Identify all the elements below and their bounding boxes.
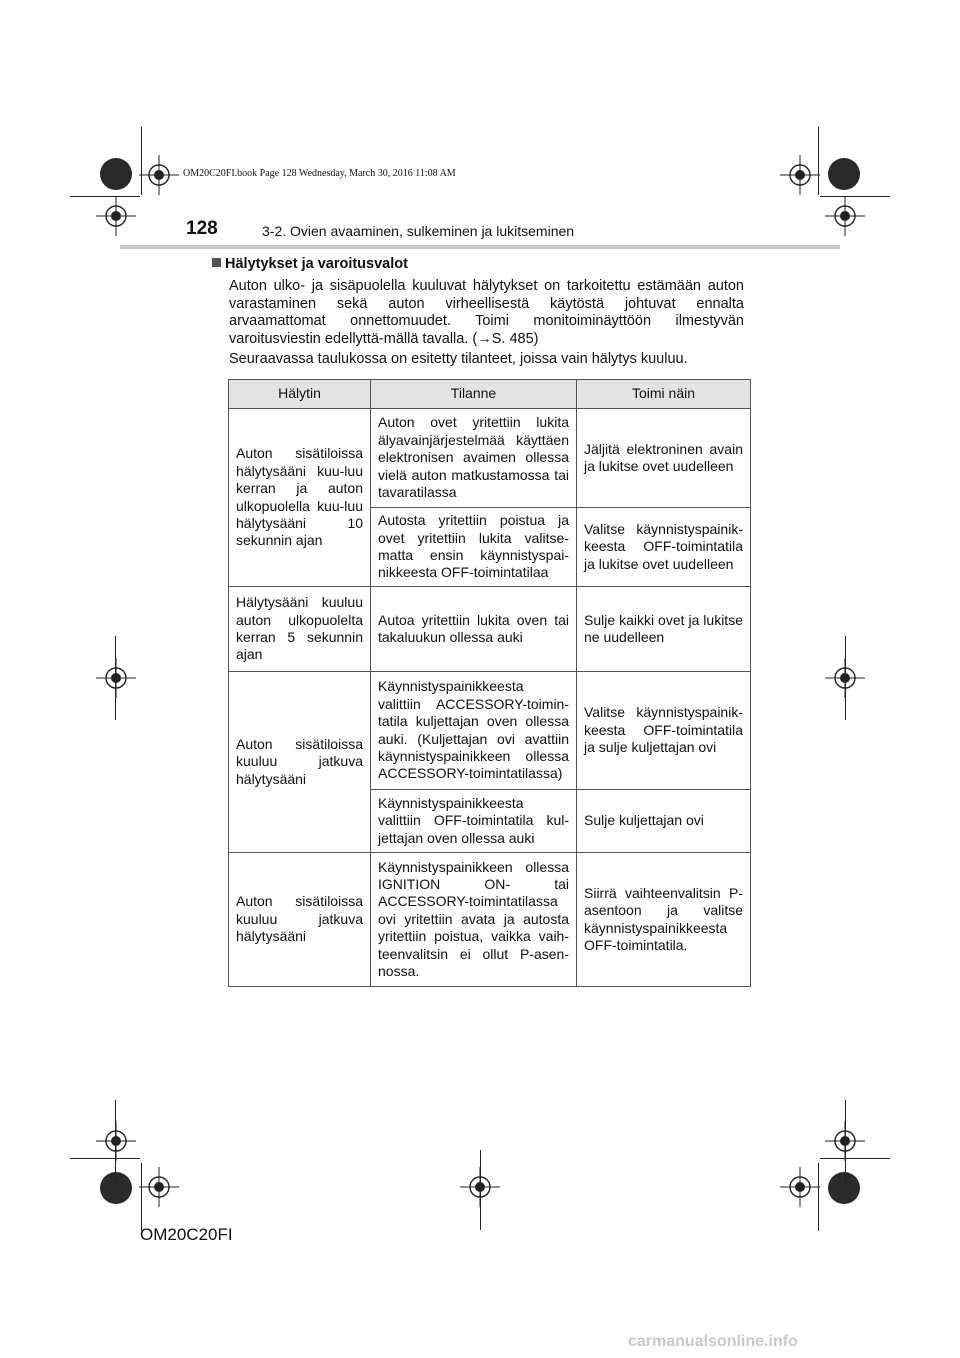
situation-cell: Auton ovet yritettiin lukita älyavainjärjestelmää käyttäen elektronisen avaimen ollessa vielä auton matkustamossa tai tavaratilassa (371, 409, 577, 508)
action-cell: Valitse käynnistyspainik-keesta OFF-toimintatila ja sulje kuljettajan ovi (577, 672, 751, 790)
header-alarm: Hälytin (229, 380, 371, 409)
document-code: OM20C20FI (140, 1225, 233, 1244)
action-cell: Sulje kuljettajan ovi (577, 790, 751, 853)
crosshair-icon (96, 1121, 136, 1161)
section-heading-text: Hälytykset ja varoitusvalot (225, 256, 408, 272)
table-row (229, 409, 751, 508)
registration-disc-icon (827, 157, 861, 191)
alarm-cell: Auton sisätiloissa kuuluu jatkuva hälytysääni (229, 853, 371, 987)
action-cell: Valitse käynnistyspainik-keesta OFF-toimintatila ja lukitse ovet uudelleen (577, 508, 751, 587)
intro-paragraph: Auton ulko- ja sisäpuolella kuuluvat hälytykset on tarkoitettu estämään auton varastaminen sekä auton virheellisestä käytöstä johtuvat ennalta arvaamattomat onnettomuudet. Toimi monitoiminäyttöön ilmestyvän varoitusviestin edellyttä-mällä tavalla. (→S. 485) (229, 278, 744, 347)
section-heading (212, 256, 408, 272)
header-situation: Tilanne (371, 380, 577, 409)
watermark: carmanualsonline.info (628, 1333, 798, 1350)
page-number: 128 (186, 218, 218, 239)
header-rule (120, 245, 840, 249)
alarm-cell: Auton sisätiloissa kuuluu jatkuva hälytysääni (229, 672, 371, 853)
crosshair-icon (780, 1167, 820, 1207)
header-action: Toimi näin (577, 380, 751, 409)
action-cell: Sulje kaikki ovet ja lukitse ne uudelleen (577, 587, 751, 672)
situation-cell: Autoa yritettiin lukita oven tai takaluukun ollessa auki (371, 587, 577, 672)
registration-disc-icon (827, 1171, 861, 1205)
crosshair-icon (139, 1167, 179, 1207)
registration-disc-icon (99, 1171, 133, 1205)
table-row (229, 672, 751, 790)
situation-cell: Autosta yritettiin poistua ja ovet yritettiin lukita valitse-matta ensin käynnistyspai-nikkeesta OFF-toimintatilaa (371, 508, 577, 587)
alarm-cell: Hälytysääni kuuluu auton ulkopuolelta kerran 5 sekunnin ajan (229, 587, 371, 672)
alarm-table (228, 379, 751, 987)
situation-cell: Käynnistyspainikkeesta valittiin ACCESSORY-toimin-tatila kuljettajan oven ollessa auki. (Kuljettajan ovi avattiin käynnistyspainikkeen ollessa ACCESSORY-toimintatilassa) (371, 672, 577, 790)
table-row (229, 853, 751, 987)
table-header-row (229, 380, 751, 409)
alarm-cell: Auton sisätiloissa hälytysääni kuu-luu kerran ja auton ulkopuolella kuu-luu hälytysääni 10 sekunnin ajan (229, 409, 371, 587)
crosshair-icon (139, 155, 179, 195)
crosshair-icon (96, 658, 136, 698)
situation-cell: Käynnistyspainikkeesta valittiin OFF-toimintatila kul-jettajan oven ollessa auki (371, 790, 577, 853)
book-info: OM20C20FI.book Page 128 Wednesday, March 30, 2016 11:08 AM (183, 168, 456, 179)
action-cell: Jäljitä elektroninen avain ja lukitse ovet uudelleen (577, 409, 751, 508)
action-cell: Siirrä vaihteenvalitsin P-asentoon ja valitse käynnistyspainikkeesta OFF-toimintatila. (577, 853, 751, 987)
section-title: 3-2. Ovien avaaminen, sulkeminen ja lukitseminen (262, 223, 575, 239)
registration-disc-icon (99, 157, 133, 191)
square-bullet-icon (212, 258, 221, 267)
situation-cell: Käynnistyspainikkeen ollessa IGNITION ON- tai ACCESSORY-toimintatilassa ovi yritettiin avata ja autosta yritettiin poistua, vaikka vaih-teenvalitsin ei ollut P-asen-nossa. (371, 853, 577, 987)
crosshair-icon (96, 196, 136, 236)
table-row (229, 587, 751, 672)
crosshair-icon (780, 155, 820, 195)
crosshair-icon (825, 196, 865, 236)
table-intro-paragraph: Seuraavassa taulukossa on esitetty tilanteet, joissa vain hälytys kuuluu. (229, 351, 688, 367)
